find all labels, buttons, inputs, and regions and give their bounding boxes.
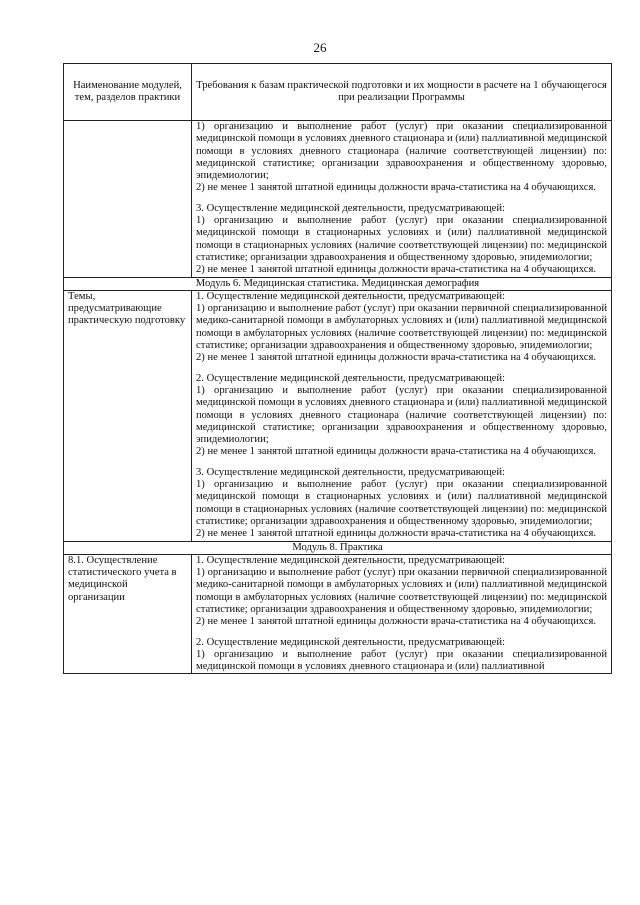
module-8-title: Модуль 8. Практика bbox=[64, 541, 612, 554]
requirement-block bbox=[196, 121, 607, 195]
requirement-line: 1) организацию и выполнение работ (услуг) при оказании специализированной медицинской помощи в условиях дневного стационара и (или) паллиативной медицинской помощи в условиях дневного стационара (наличие соответствующей лицензии) по: медицинской статистике; организации здравоохранения и общественному здоровью, эпидемиологии; bbox=[196, 121, 607, 182]
table-row bbox=[64, 121, 612, 278]
module-6-topics-label: Темы, предусматривающие практическую подготовку bbox=[64, 290, 192, 541]
requirement-line: 1. Осуществление медицинской деятельности, предусматривающей: bbox=[196, 290, 505, 302]
requirement-line: 3. Осуществление медицинской деятельности, предусматривающей: bbox=[196, 202, 505, 214]
requirement-block bbox=[196, 373, 607, 459]
requirement-line: 3. Осуществление медицинской деятельности, предусматривающей: bbox=[196, 466, 505, 478]
requirement-line: 2) не менее 1 занятой штатной единицы должности врача-статистика на 4 обучающихся. bbox=[196, 528, 596, 540]
table-header-row bbox=[64, 64, 612, 121]
continued-left-cell bbox=[64, 121, 192, 278]
header-col-modules: Наименование модулей, тем, разделов практики bbox=[64, 64, 192, 121]
page-number: 26 bbox=[313, 40, 327, 55]
requirement-line: 1) организацию и выполнение работ (услуг) при оказании специализированной медицинской помощи в стационарных условиях и (или) паллиативной медицинской помощи в стационарных условиях (наличие соответствующей лицензии) по: медицинской статистике; организации здравоохранения и общественному здоровью, эпидемиологии; bbox=[196, 215, 607, 263]
module-8-section-label: 8.1. Осуществление статистического учета в медицинской организации bbox=[64, 554, 192, 674]
header-col-requirements: Требования к базам практической подготовки и их мощности в расчете на 1 обучающегося при реализации Программы bbox=[192, 64, 612, 121]
module-6-title: Модуль 6. Медицинская статистика. Медицинская демография bbox=[64, 277, 612, 290]
module-8-requirements-cell bbox=[192, 554, 612, 674]
requirement-line: 2) не менее 1 занятой штатной единицы должности врача-статистика на 4 обучающихся. bbox=[196, 616, 596, 628]
requirement-line: 1) организацию и выполнение работ (услуг) при оказании специализированной медицинской помощи в стационарных условиях и (или) паллиативной медицинской помощи в стационарных условиях (наличие соответствующей лицензии) по: медицинской статистике; организации здравоохранения и общественному здоровью, эпидемиологии; bbox=[196, 479, 607, 527]
table-row bbox=[64, 290, 612, 541]
module-heading-row bbox=[64, 277, 612, 290]
requirement-line: 1) организацию и выполнение работ (услуг) при оказании специализированной медицинской помощи в условиях дневного стационара и (или) паллиативной медицинской помощи в условиях дневного стационара (наличие соответствующей лицензии) по: медицинской статистике; организации здравоохранения и общественному здоровью, эпидемиологии; bbox=[196, 384, 607, 446]
requirement-line: 1) организацию и выполнение работ (услуг) при оказании первичной специализированной медико-санитарной помощи в амбулаторных условиях и (или) паллиативной медицинской помощи в амбулаторных условиях (наличие соответствующей лицензии) по: медицинской статистике; организации здравоохранения и общественному здоровью, эпидемиологии; bbox=[196, 567, 607, 615]
requirement-block bbox=[196, 467, 607, 541]
requirement-line: 2. Осуществление медицинской деятельности, предусматривающей: bbox=[196, 372, 505, 384]
requirement-line: 2. Осуществление медицинской деятельности, предусматривающей: bbox=[196, 636, 505, 648]
requirement-block bbox=[196, 555, 607, 629]
requirement-line: 2) не менее 1 занятой штатной единицы должности врача-статистика на 4 обучающихся. bbox=[196, 182, 596, 194]
requirement-block bbox=[196, 637, 607, 674]
module-6-requirements-cell bbox=[192, 290, 612, 541]
requirement-line: 2) не менее 1 занятой штатной единицы должности врача-статистика на 4 обучающихся. bbox=[196, 446, 596, 458]
requirement-line: 1. Осуществление медицинской деятельности, предусматривающей: bbox=[196, 554, 505, 566]
requirement-block bbox=[196, 291, 607, 365]
requirement-line: 1) организацию и выполнение работ (услуг) при оказании специализированной медицинской помощи в условиях дневного стационара и (или) паллиативной bbox=[196, 648, 607, 673]
requirement-line: 2) не менее 1 занятой штатной единицы должности врача-статистика на 4 обучающихся. bbox=[196, 264, 596, 276]
requirement-line: 2) не менее 1 занятой штатной единицы должности врача-статистика на 4 обучающихся. bbox=[196, 352, 596, 364]
module-heading-row bbox=[64, 541, 612, 554]
table-row bbox=[64, 554, 612, 674]
continued-requirements-cell bbox=[192, 121, 612, 278]
requirements-table bbox=[63, 63, 612, 674]
requirement-block bbox=[196, 203, 607, 277]
requirement-line: 1) организацию и выполнение работ (услуг) при оказании первичной специализированной медико-санитарной помощи в амбулаторных условиях и (или) паллиативной медицинской помощи в амбулаторных условиях (наличие соответствующей лицензии) по: медицинской статистике; организации здравоохранения и общественному здоровью, эпидемиологии; bbox=[196, 303, 607, 352]
